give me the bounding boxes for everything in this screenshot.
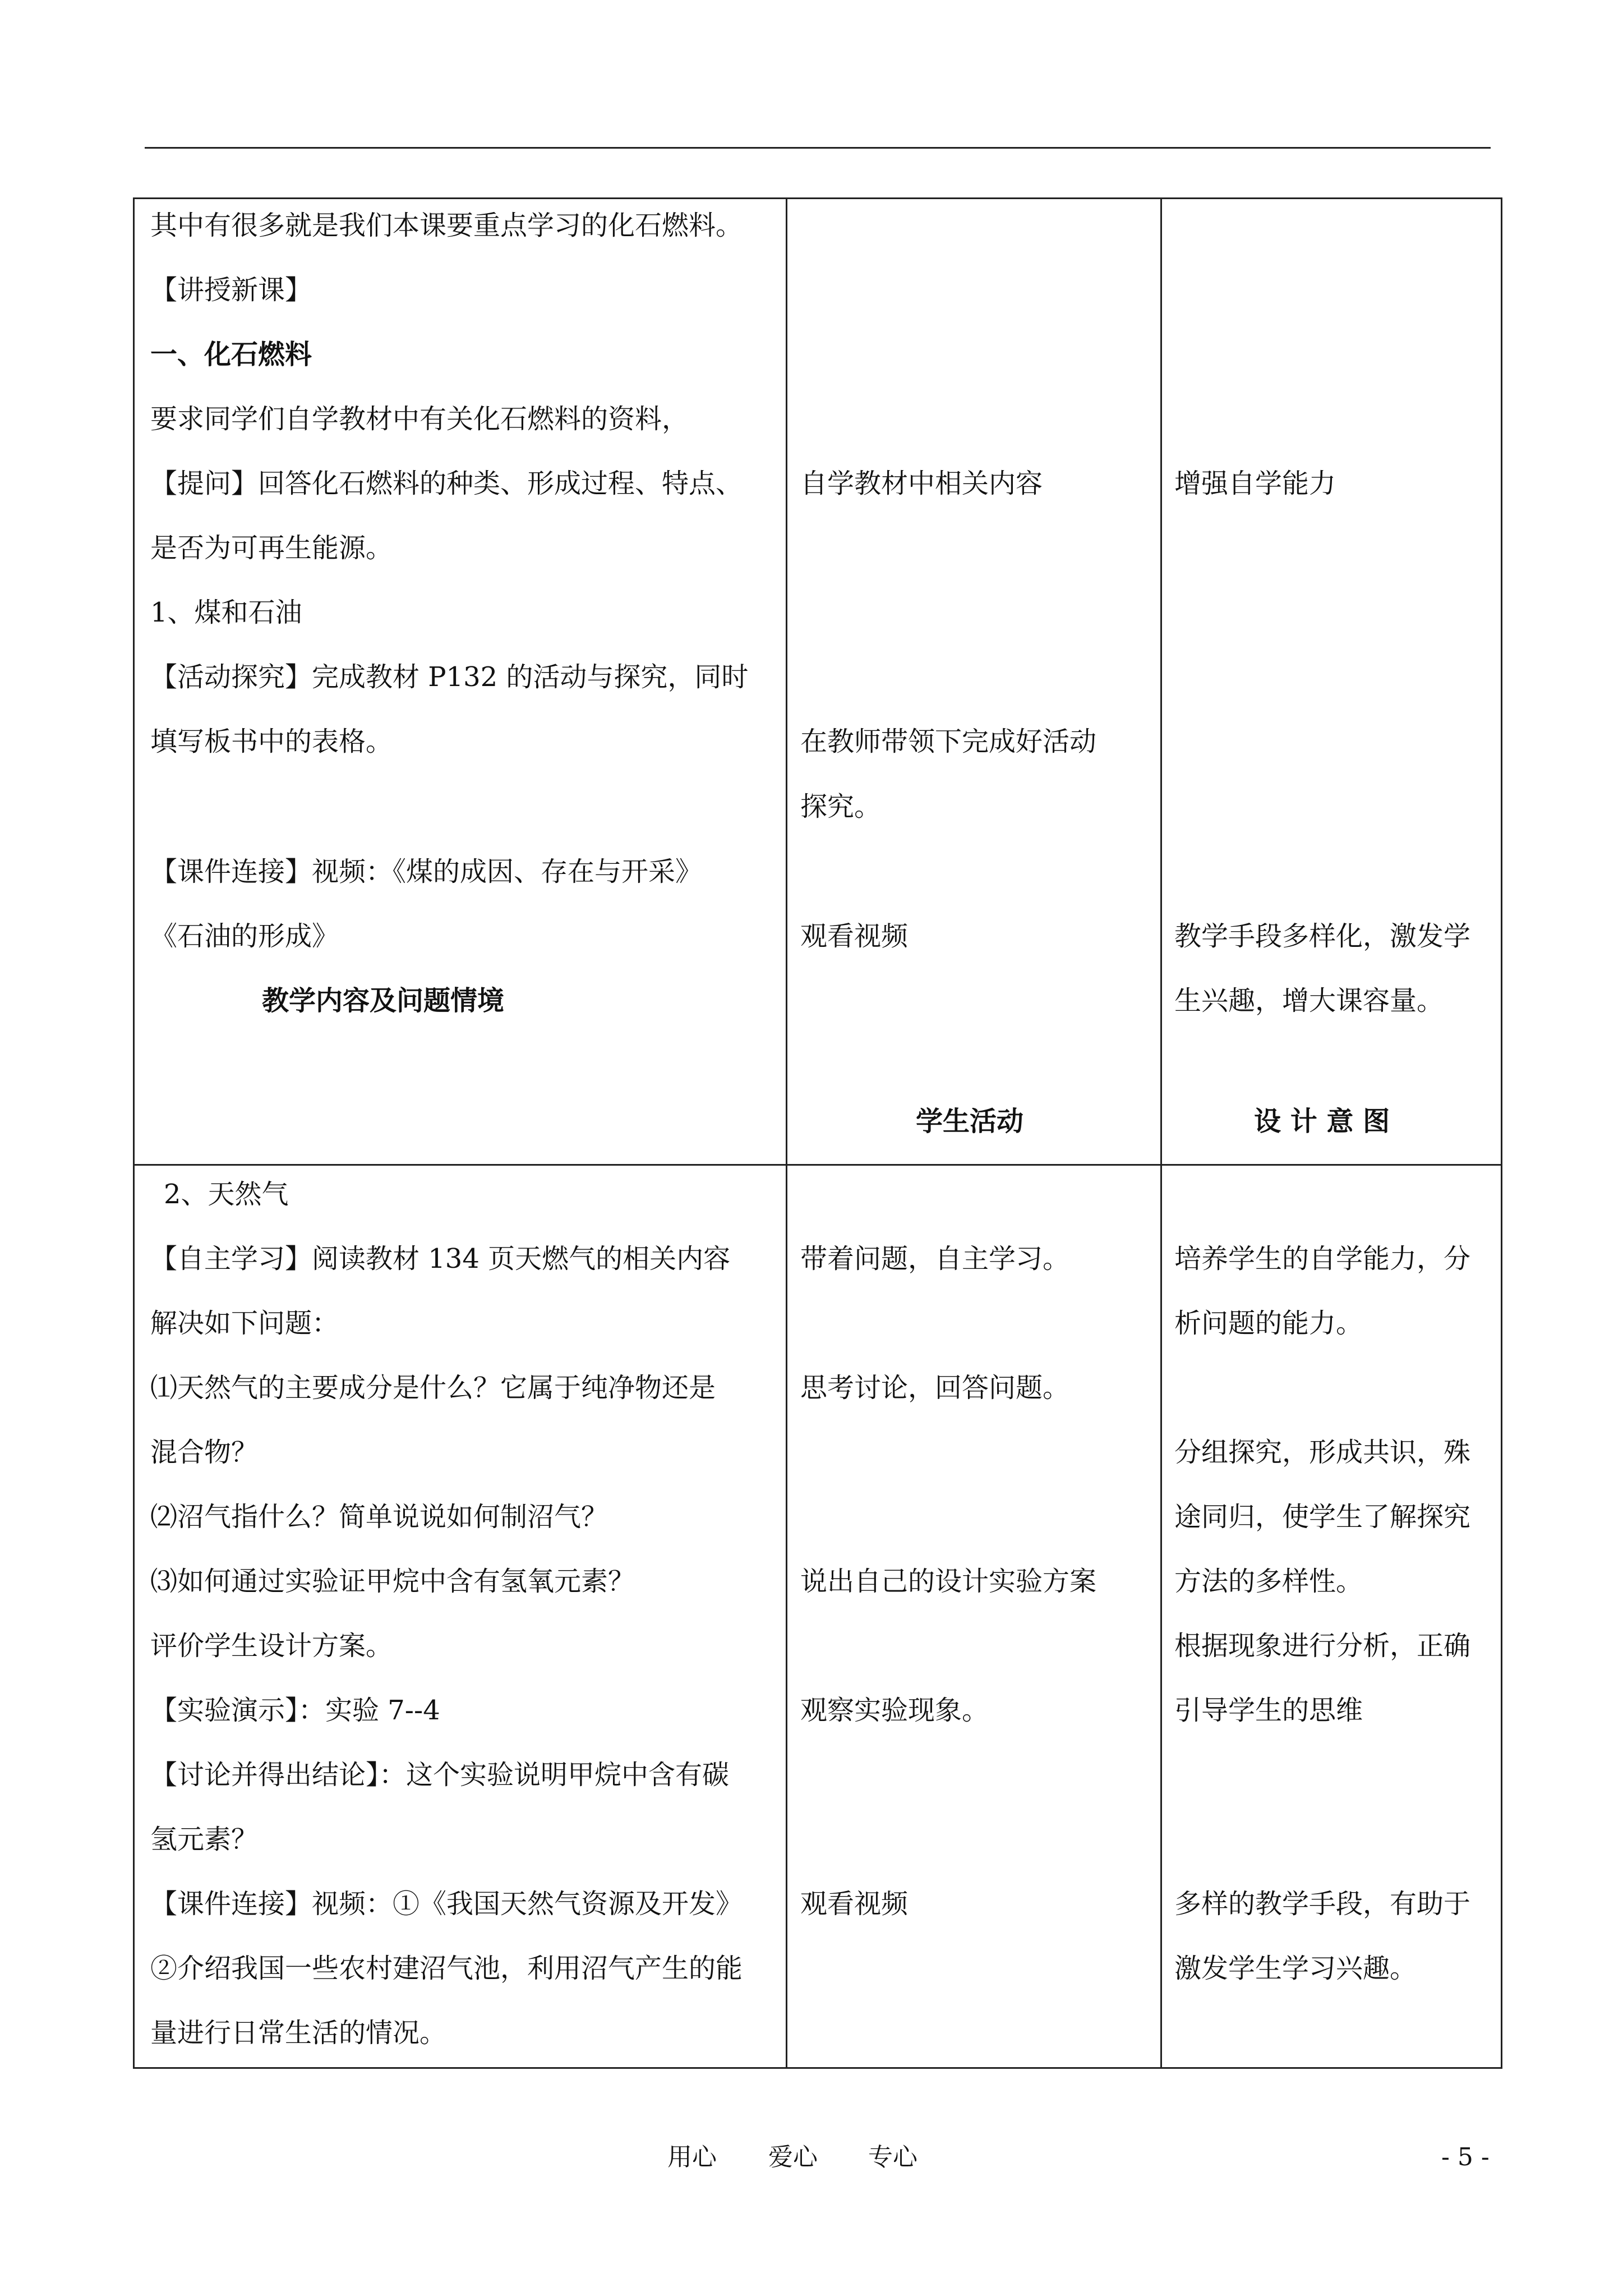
table-cell-text: 填写板书中的表格。 xyxy=(150,726,393,757)
table-cell-text: 《石油的形成》 xyxy=(150,921,339,952)
column-divider-1 xyxy=(786,197,787,2069)
table-cell-text: 增强自学能力 xyxy=(1174,468,1336,499)
table-cell-text: 观看视频 xyxy=(800,921,909,952)
table-cell-text: 观看视频 xyxy=(800,1888,909,1920)
column-header: 设 计 意 图 xyxy=(1254,1106,1390,1137)
table-cell-text: ⑶如何通过实验证甲烷中含有氢氧元素？ xyxy=(150,1566,635,1597)
table-cell-text: 【课件连接】视频：《煤的成因、存在与开采》 xyxy=(150,856,703,887)
table-cell-text: 解决如下问题： xyxy=(150,1308,339,1339)
table-cell-text: 氢元素？ xyxy=(150,1824,259,1855)
table-cell-text: 评价学生设计方案。 xyxy=(150,1630,393,1662)
table-cell-text: 激发学生学习兴趣。 xyxy=(1174,1953,1417,1984)
lesson-table xyxy=(133,197,1502,2069)
table-cell-text: 量进行日常生活的情况。 xyxy=(150,2017,447,2049)
footer-motto-2: 爱心 xyxy=(768,2143,818,2171)
table-cell-text: 1、煤和石油 xyxy=(150,597,302,628)
table-cell-text: 教学手段多样化，激发学 xyxy=(1174,921,1471,952)
table-cell-text: 生兴趣，增大课容量。 xyxy=(1174,985,1444,1016)
table-border-bottom xyxy=(133,2067,1502,2069)
table-border-right xyxy=(1501,197,1502,2069)
header-rule xyxy=(145,147,1491,149)
footer-motto-1: 用心 xyxy=(667,2143,717,2171)
page-number: - 5 - xyxy=(1441,2143,1490,2171)
table-cell-text: 方法的多样性。 xyxy=(1174,1566,1363,1597)
section-heading: 2、天然气 xyxy=(164,1179,289,1210)
table-cell-text: ⑴天然气的主要成分是什么？它属于纯净物还是 xyxy=(150,1372,716,1404)
table-cell-text: 带着问题，自主学习。 xyxy=(800,1243,1070,1274)
table-border-top xyxy=(133,197,1502,199)
table-cell-text: 【讨论并得出结论】：这个实验说明甲烷中含有碳 xyxy=(150,1759,730,1791)
table-cell-text: 多样的教学手段，有助于 xyxy=(1174,1888,1471,1920)
table-cell-text: 根据现象进行分析，正确 xyxy=(1174,1630,1471,1662)
section-heading: 一、化石燃料 xyxy=(150,339,312,370)
column-header: 教学内容及问题情境 xyxy=(262,985,505,1016)
table-cell-text: 其中有很多就是我们本课要重点学习的化石燃料。 xyxy=(150,210,743,241)
table-cell-text: 析问题的能力。 xyxy=(1174,1308,1363,1339)
table-cell-text: 分组探究，形成共识，殊 xyxy=(1174,1437,1471,1468)
column-header: 学生活动 xyxy=(916,1106,1024,1137)
table-cell-text: 【实验演示】：实验 7--4 xyxy=(150,1695,440,1726)
table-cell-text: 【提问】回答化石燃料的种类、形成过程、特点、 xyxy=(150,468,743,499)
table-cell-text: 【自主学习】阅读教材 134 页天燃气的相关内容 xyxy=(150,1243,731,1274)
table-cell-text: 【课件连接】视频：①《我国天然气资源及开发》 xyxy=(150,1888,743,1920)
table-cell-text: 培养学生的自学能力，分 xyxy=(1174,1243,1471,1274)
table-cell-text: 说出自己的设计实验方案 xyxy=(800,1566,1097,1597)
table-cell-text: 观察实验现象。 xyxy=(800,1695,989,1726)
table-cell-text: 途同归，使学生了解探究 xyxy=(1174,1501,1471,1533)
footer-motto-3: 专心 xyxy=(868,2143,917,2171)
table-cell-text: ②介绍我国一些农村建沼气池，利用沼气产生的能 xyxy=(150,1953,743,1984)
table-cell-text: 探究。 xyxy=(800,791,882,822)
table-cell-text: 在教师带领下完成好活动 xyxy=(800,726,1097,757)
table-cell-text: 自学教材中相关内容 xyxy=(800,468,1043,499)
table-border-left xyxy=(133,197,135,2069)
table-cell-text: 思考讨论，回答问题。 xyxy=(800,1372,1070,1404)
table-cell-text: 【讲授新课】 xyxy=(150,274,312,306)
table-cell-text: 要求同学们自学教材中有关化石燃料的资料， xyxy=(150,403,689,435)
row-divider xyxy=(133,1164,1502,1166)
table-cell-text: 混合物？ xyxy=(150,1437,259,1468)
table-cell-text: 引导学生的思维 xyxy=(1174,1695,1363,1726)
table-cell-text: 是否为可再生能源。 xyxy=(150,532,393,564)
table-cell-text: 【活动探究】完成教材 P132 的活动与探究，同时 xyxy=(150,661,749,693)
table-cell-text: ⑵沼气指什么？简单说说如何制沼气？ xyxy=(150,1501,608,1533)
column-divider-2 xyxy=(1160,197,1162,2069)
